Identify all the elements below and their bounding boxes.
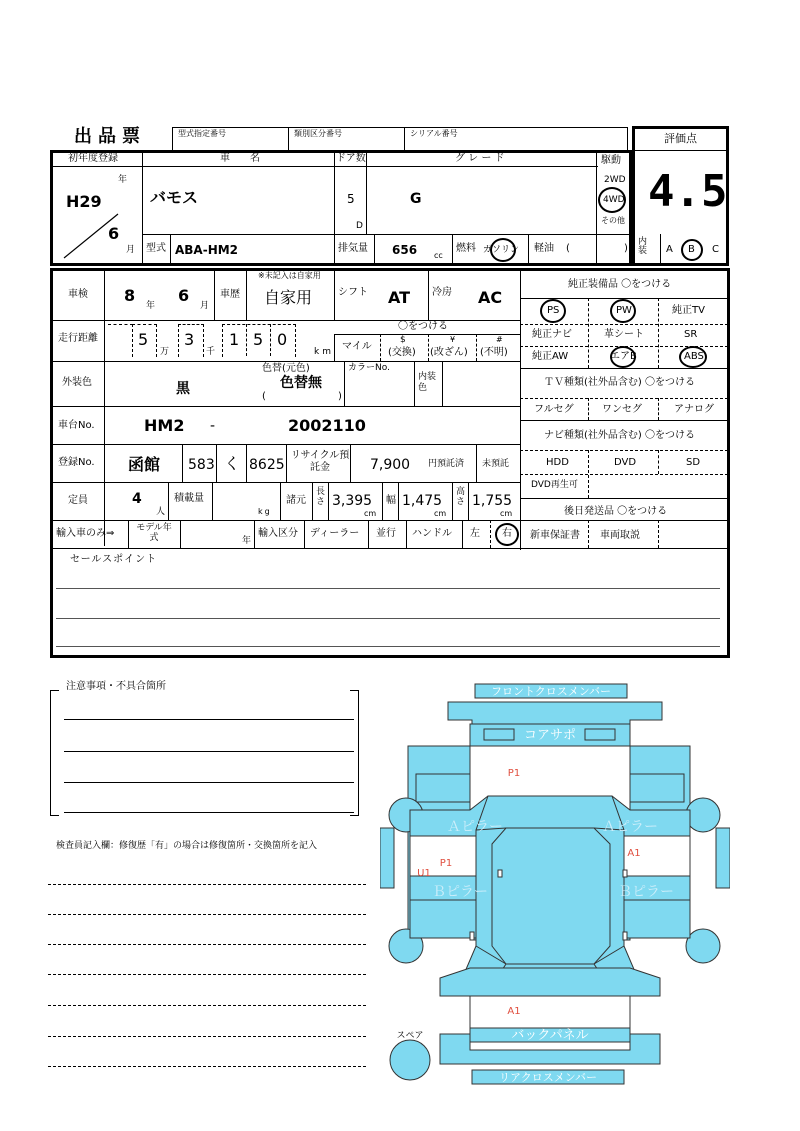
handle-left: 左 [470,528,480,539]
later-warranty: 新車保証書 [530,530,580,541]
tv-fullseg: フルセグ [534,404,574,415]
mileage-km: km [314,347,334,357]
trunk-area [470,996,630,1028]
mileage-label: 走行距離 [58,333,98,344]
sales-point-label: セールスポイント [70,554,158,565]
fuel-gasoline: ガソリン [483,245,520,255]
equip-ps: PS [547,305,560,316]
shaken-month: 6 [178,286,190,305]
repaint-paren-close: ) [338,391,342,402]
rear-left-quarter [410,900,486,938]
front-left-fender [416,774,470,802]
equip-sr: SR [684,329,698,340]
registration-class: 583 [188,457,215,473]
mileage-exchange-symbol: $ [400,335,406,345]
mileage-circle-note: 〇をつける [398,321,448,332]
serial-label: シリアル番号 [410,129,458,138]
label-front-cross: フロントクロスメンバー [490,685,612,698]
interior-b: B [688,244,695,255]
drive-label: 駆動 [601,155,621,166]
wheel-rear-right [686,929,720,963]
shift-value: AT [388,288,411,307]
diesel-label: 軽油 [534,243,554,254]
dims-label: 諸元 [286,495,306,506]
car-name: バモス [150,188,199,207]
model-designation-label: 型式指定番号 [178,129,226,138]
tv-title: ＴＶ種類(社外品含む) 〇をつける [544,377,695,388]
mark-left-window-u1: U1 [417,868,431,879]
mileage-unknown-symbol: # [496,335,503,344]
handle-right: 右 [502,528,512,539]
spare-tire [390,1040,430,1080]
shaken-month-unit: 月 [200,301,210,311]
score-value: 4.5 [648,166,728,217]
mileage-tamper: (改ざん) [430,347,468,358]
length-unit: cm [364,509,377,518]
color-value: 黒 [176,381,190,397]
mileage-mile: マイル [342,341,372,352]
equip-navi: 純正ナビ [532,329,572,340]
capacity-value: 4 [132,491,142,507]
drive-4wd-circle [598,187,626,213]
grade-label: グ レ ー ド [455,153,505,164]
drive-4wd: 4WD [603,195,625,205]
mark-trunk: A1 [507,1006,521,1017]
tv-oneseg: ワンセグ [602,404,642,415]
height-label: 高さ [456,487,466,507]
width-label: 幅 [386,495,396,506]
import-parallel: 並行 [376,528,396,539]
interior-c: C [712,244,719,255]
mark-hood: P1 [507,768,521,779]
mileage-man: 万 [160,347,170,357]
import-type-label: 輸入区分 [258,528,298,539]
length-label: 長さ [316,487,326,507]
import-year-unit: 年 [242,536,252,546]
chassis-dash: - [210,418,216,434]
equip-tv: 純正TV [672,305,705,316]
recycle-paid: 円預託済 [428,459,465,469]
equip-pw-circle [610,299,636,323]
shaken-year: 8 [124,286,136,305]
mileage-digit-2: 3 [184,330,195,349]
mileage-digit-4: 5 [253,330,264,349]
first-reg-label: 初年度登録 [68,153,118,164]
height-value: 1,755 [472,493,513,509]
equip-ps-circle [540,299,566,323]
door-count: 5 [347,192,355,206]
equip-pw: PW [616,305,632,316]
car-name-label: 車 名 [220,153,260,164]
capacity-unit: 人 [156,507,166,517]
inspector-label: 検査員記入欄：修復歴「有」の場合は修復箇所・交換箇所を記入 [56,841,318,851]
label-b-pillar-right: Ｂピラー [618,884,674,900]
drive-2wd: 2WD [604,175,626,185]
mileage-tamper-symbol: ¥ [450,335,456,344]
label-a-pillar-right: Ａピラー [602,819,658,835]
mileage-digit-3: 1 [229,330,240,349]
interior-label: 内装 [638,237,648,256]
capacity-label: 定員 [68,495,88,506]
label-a-pillar-left: Ａピラー [447,819,503,835]
recycle-unpaid: 未預託 [482,459,510,469]
color-number-label: カラーNo. [348,363,390,373]
load-unit: kg [258,507,272,516]
chassis-label: 車台No. [58,420,95,431]
model-year-label: モデル年式 [136,523,172,543]
label-core-support: コアサポ [523,728,577,743]
ac-value: AC [478,288,503,307]
later-title: 後日発送品 〇をつける [564,506,668,517]
door-label: ドア数 [336,153,366,164]
equip-abs-circle [679,346,707,368]
grade-value: G [410,191,422,207]
recycle-value: 7,900 [370,457,411,473]
shaken-year-unit: 年 [146,301,156,311]
mirror-right [716,828,730,888]
cc-unit: cc [434,251,443,260]
navi-sd: SD [686,457,701,468]
mark-right-window: A1 [627,848,641,859]
width-unit: cm [434,509,447,518]
handle-label: ハンドル [412,528,452,539]
mileage-unknown: (不明) [480,347,508,358]
equip-abs: ABS [684,351,704,362]
history-label: 車歴 [220,289,240,300]
recycle-label: リサイクル預託金 [290,450,350,473]
diesel-paren-close: ) [624,243,628,254]
interior-color-label: 内装色 [418,372,437,393]
score-label: 評価点 [664,132,697,145]
door-unit: D [356,221,363,231]
navi-title: ナビ種類(社外品含む) 〇をつける [544,430,695,441]
interior-a: A [666,244,673,255]
import-label: 輸入車のみ⇒ [56,528,115,539]
caution-label: 注意事項・不具合箇所 [66,681,166,692]
handle-right-circle [495,523,519,546]
equip-leather: 革シート [604,329,644,340]
label-back-panel: バックパネル [511,1028,589,1043]
color-label: 外装色 [62,377,92,388]
mileage-digit-5: 0 [277,330,288,349]
width-value: 1,475 [402,493,443,509]
chassis-number: 2002110 [288,416,366,435]
fuel-circle [490,238,516,262]
label-spare: スペア [396,1031,424,1041]
first-reg-year-unit: 年 [118,175,128,185]
history-value: 自家用 [264,288,313,307]
model-label: 型式 [146,243,166,254]
wheel-front-right [686,798,720,832]
label-b-pillar-left: Ｂピラー [432,884,488,900]
equip-aw: 純正AW [532,351,569,362]
roof-panel [492,828,610,964]
load-label: 積載量 [174,493,204,504]
import-dealer: ディーラー [310,528,360,539]
first-reg-month: 6 [108,224,120,243]
first-reg-year: H29 [66,192,102,211]
mark-left-window-p1: P1 [439,858,453,869]
length-value: 3,395 [332,493,373,509]
fuel-label: 燃料 [456,243,476,254]
equip-airbag: エアB [610,351,637,362]
navi-dvd: DVD [614,457,637,468]
equip-airbag-circle [610,346,636,368]
diesel-paren-open: ( [566,243,570,254]
dvd-play: DVD再生可 [531,480,578,490]
ac-label: 冷房 [432,287,452,298]
equipment-title: 純正装備品 〇をつける [568,279,672,290]
front-right-fender [630,774,684,802]
form-title: 出品票 [74,126,146,147]
height-unit: cm [500,509,513,518]
history-note: ※未記入は自家用 [258,271,321,280]
registration-kana: く [224,454,241,473]
tv-analog: アナログ [674,404,714,415]
first-reg-month-unit: 月 [126,245,136,255]
model-value: ABA-HM2 [175,243,239,257]
drive-other: その他 [601,216,625,225]
mileage-digit-1: 5 [138,330,149,349]
registration-area: 函館 [128,455,161,474]
repaint-label: 色替(元色) [262,363,310,374]
repaint-paren-open: ( [262,391,266,402]
displacement-label: 排気量 [338,243,368,254]
later-manual: 車両取説 [600,530,640,541]
mileage-exchange: (交換) [388,347,416,358]
shift-label: シフト [338,287,368,298]
navi-hdd: HDD [546,457,569,468]
mileage-sen: 千 [206,347,216,357]
chassis-prefix: HM2 [144,416,185,435]
shaken-label: 車検 [68,289,88,300]
repaint-value: 色替無 [280,375,322,391]
registration-number: 8625 [249,457,285,473]
mirror-left [380,828,394,888]
car-body-diagram [380,678,730,1088]
category-label: 類別区分番号 [294,129,342,138]
displacement-value: 656 [392,243,418,257]
registration-label: 登録No. [58,457,95,468]
label-rear-cross: リアクロスメンバー [499,1071,597,1084]
header-id-row [172,127,628,151]
